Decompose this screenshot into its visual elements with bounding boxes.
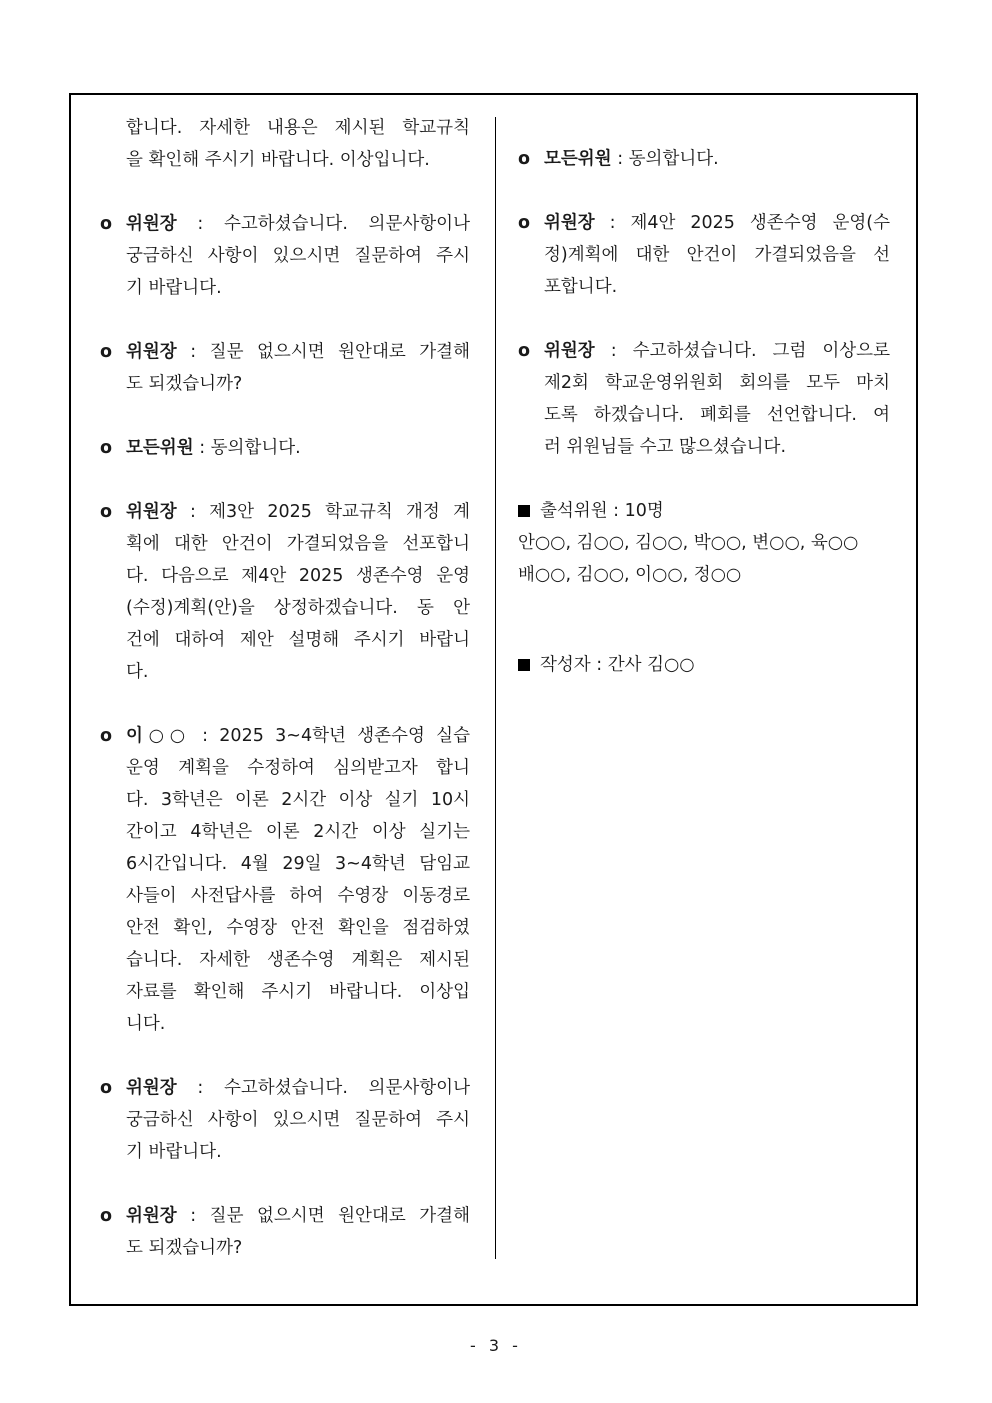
bullet-marker: o bbox=[100, 214, 113, 234]
bullet-marker: o bbox=[518, 213, 531, 233]
line-text: 건에 대하여 제안 설명해 주시기 바랍니 bbox=[126, 630, 470, 650]
minutes-line bbox=[100, 112, 470, 144]
column-divider bbox=[495, 117, 496, 1259]
speaker-name: 위원장 bbox=[544, 213, 595, 233]
page-number: - 3 - bbox=[470, 1336, 522, 1355]
right-minutes bbox=[518, 143, 890, 463]
bullet-marker: o bbox=[100, 726, 113, 746]
minutes-line bbox=[100, 272, 470, 304]
minutes-line bbox=[100, 368, 470, 400]
minutes-line bbox=[100, 1072, 470, 1104]
attendance-section bbox=[518, 495, 890, 591]
line-text: 궁금하신 사항이 있으시면 질문하여 주시 bbox=[126, 1110, 470, 1130]
minutes-line bbox=[100, 432, 470, 464]
bullet-marker: o bbox=[518, 341, 531, 361]
minutes-line bbox=[100, 976, 470, 1008]
author-line bbox=[518, 649, 890, 681]
line-text: 니다. bbox=[126, 1014, 166, 1034]
minutes-entry bbox=[518, 143, 890, 175]
minutes-line bbox=[100, 1232, 470, 1264]
minutes-line bbox=[100, 784, 470, 816]
minutes-line bbox=[518, 239, 890, 271]
square-bullet-icon bbox=[518, 505, 530, 517]
minutes-entry bbox=[518, 207, 890, 303]
line-text: 6시간입니다. 4월 29일 3~4학년 담임교 bbox=[126, 854, 470, 874]
minutes-line bbox=[100, 752, 470, 784]
attendance-members-1: 안○○, 김○○, 김○○, 박○○, 변○○, 육○○ bbox=[518, 533, 859, 553]
line-text: 습니다. 자세한 생존수영 계획은 제시된 bbox=[126, 950, 470, 970]
line-text: 간이고 4학년은 이론 2시간 이상 실기는 bbox=[126, 822, 470, 842]
minutes-line bbox=[100, 720, 470, 752]
minutes-line bbox=[100, 912, 470, 944]
minutes-line bbox=[518, 143, 890, 175]
line-text: 도 되겠습니까? bbox=[126, 374, 243, 394]
minutes-line bbox=[518, 431, 890, 463]
line-text: : 질문 없으시면 원안대로 가결해 bbox=[176, 1206, 470, 1226]
minutes-entry bbox=[100, 432, 470, 464]
line-text: : 제3안 2025 학교규칙 개정 계 bbox=[176, 502, 470, 522]
minutes-entry bbox=[100, 720, 470, 1040]
minutes-line bbox=[100, 848, 470, 880]
line-text: 러 위원님들 수고 많으셨습니다. bbox=[544, 437, 787, 457]
minutes-entry bbox=[100, 112, 470, 176]
line-text: 자료를 확인해 주시기 바랍니다. 이상입 bbox=[126, 982, 470, 1002]
line-text: 안전 확인, 수영장 안전 확인을 점검하였 bbox=[126, 918, 470, 938]
minutes-line bbox=[100, 240, 470, 272]
line-text: : 2025 3~4학년 생존수영 실습 bbox=[190, 726, 470, 746]
attendance-members-2: 배○○, 김○○, 이○○, 정○○ bbox=[518, 565, 742, 585]
bullet-marker: o bbox=[100, 342, 113, 362]
line-text: 획에 대한 안건이 가결되었음을 선포합니 bbox=[126, 534, 470, 554]
minutes-entry bbox=[518, 335, 890, 463]
minutes-line bbox=[100, 208, 470, 240]
minutes-line bbox=[100, 336, 470, 368]
line-text: 도 되겠습니까? bbox=[126, 1238, 243, 1258]
line-text: 정)계획에 대한 안건이 가결되었음을 선 bbox=[544, 245, 890, 265]
minutes-line bbox=[100, 816, 470, 848]
minutes-entry bbox=[100, 496, 470, 688]
minutes-entry bbox=[100, 1072, 470, 1168]
line-text: 다. bbox=[126, 662, 149, 682]
left-column bbox=[100, 112, 470, 1296]
speaker-name: 위원장 bbox=[126, 502, 177, 522]
line-text: : 동의합니다. bbox=[193, 438, 301, 458]
speaker-name: 위원장 bbox=[544, 341, 595, 361]
minutes-entry bbox=[100, 208, 470, 304]
minutes-line bbox=[100, 880, 470, 912]
line-text: 다. 3학년은 이론 2시간 이상 실기 10시 bbox=[126, 790, 470, 810]
line-text: : 제4안 2025 생존수영 운영(수 bbox=[594, 213, 890, 233]
line-text: 포합니다. bbox=[544, 277, 618, 297]
bullet-marker: o bbox=[100, 438, 113, 458]
minutes-entry bbox=[100, 1200, 470, 1264]
minutes-line bbox=[518, 271, 890, 303]
line-text: : 수고하셨습니다. 그럼 이상으로 bbox=[594, 341, 890, 361]
bullet-marker: o bbox=[518, 149, 531, 169]
minutes-entry bbox=[100, 336, 470, 400]
bullet-marker: o bbox=[100, 502, 113, 522]
author-label: 작성자 : 간사 김○○ bbox=[540, 655, 695, 675]
line-text: : 질문 없으시면 원안대로 가결해 bbox=[176, 342, 470, 362]
minutes-line bbox=[100, 528, 470, 560]
line-text: 기 바랍니다. bbox=[126, 278, 222, 298]
speaker-name: 위원장 bbox=[126, 1078, 177, 1098]
line-text: 제2회 학교운영위원회 회의를 모두 마치 bbox=[544, 373, 890, 393]
minutes-line bbox=[100, 144, 470, 176]
speaker-name: 위원장 bbox=[126, 214, 177, 234]
line-text: 운영 계획을 수정하여 심의받고자 합니 bbox=[126, 758, 470, 778]
line-text: 합니다. 자세한 내용은 제시된 학교규칙 bbox=[126, 118, 470, 138]
line-text: : 수고하셨습니다. 의문사항이나 bbox=[176, 1078, 470, 1098]
line-text: 궁금하신 사항이 있으시면 질문하여 주시 bbox=[126, 246, 470, 266]
speaker-name: 모든위원 bbox=[126, 438, 194, 458]
line-text: 을 확인해 주시기 바랍니다. 이상입니다. bbox=[126, 150, 430, 170]
speaker-name: 모든위원 bbox=[544, 149, 612, 169]
minutes-line bbox=[518, 335, 890, 367]
minutes-line bbox=[100, 1104, 470, 1136]
right-column bbox=[518, 143, 890, 681]
minutes-line bbox=[100, 496, 470, 528]
minutes-line bbox=[100, 560, 470, 592]
attendance-label: 출석위원 : 10명 bbox=[540, 501, 664, 521]
bullet-marker: o bbox=[100, 1206, 113, 1226]
line-text: : 수고하셨습니다. 의문사항이나 bbox=[176, 214, 470, 234]
line-text: : 동의합니다. bbox=[611, 149, 719, 169]
square-bullet-icon bbox=[518, 659, 530, 671]
minutes-line bbox=[100, 944, 470, 976]
speaker-name: 이○○ bbox=[126, 726, 191, 746]
bullet-marker: o bbox=[100, 1078, 113, 1098]
minutes-line bbox=[100, 656, 470, 688]
minutes-line bbox=[518, 207, 890, 239]
minutes-line bbox=[100, 624, 470, 656]
attendance-heading bbox=[518, 495, 890, 527]
minutes-line bbox=[518, 367, 890, 399]
line-text: (수정)계획(안)을 상정하겠습니다. 동 안 bbox=[126, 598, 470, 618]
speaker-name: 위원장 bbox=[126, 1206, 177, 1226]
minutes-line bbox=[100, 592, 470, 624]
minutes-line bbox=[518, 399, 890, 431]
line-text: 다. 다음으로 제4안 2025 생존수영 운영 bbox=[126, 566, 470, 586]
speaker-name: 위원장 bbox=[126, 342, 177, 362]
minutes-line bbox=[100, 1008, 470, 1040]
line-text: 사들이 사전답사를 하여 수영장 이동경로 bbox=[126, 886, 470, 906]
minutes-line bbox=[100, 1136, 470, 1168]
line-text: 도록 하겠습니다. 폐회를 선언합니다. 여 bbox=[544, 405, 890, 425]
line-text: 기 바랍니다. bbox=[126, 1142, 222, 1162]
minutes-line bbox=[100, 1200, 470, 1232]
